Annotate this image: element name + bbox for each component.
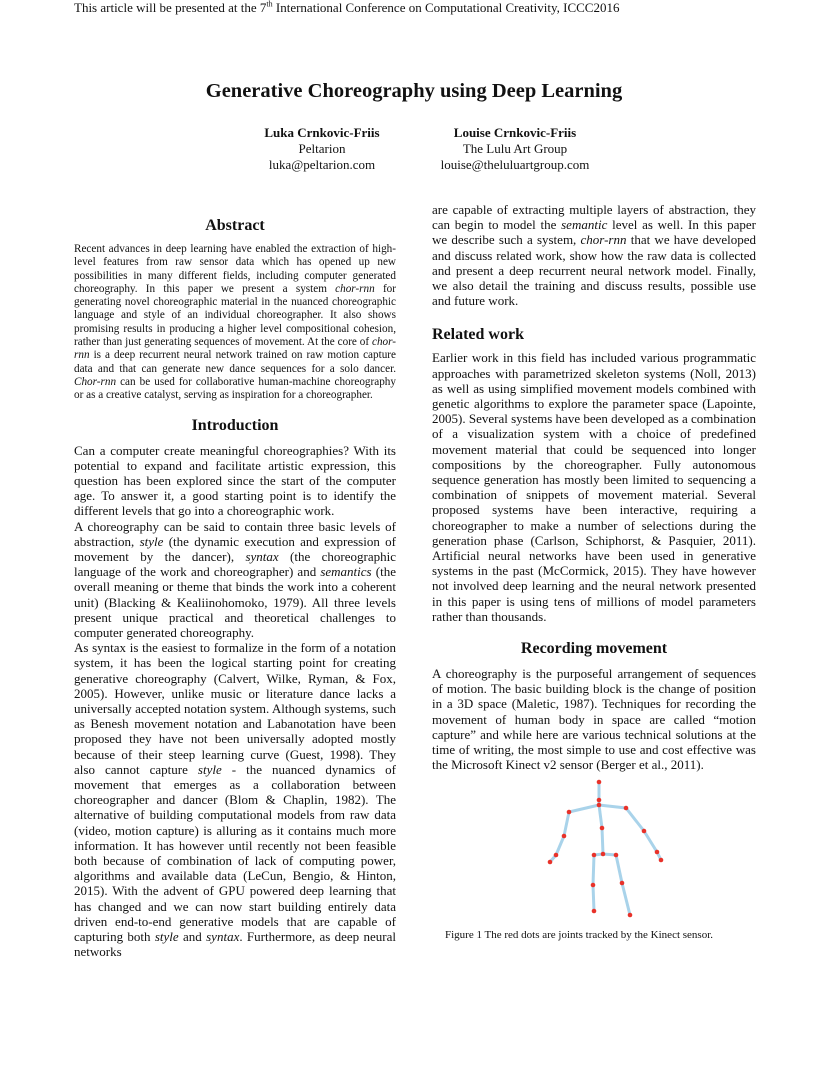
skeleton-bone — [599, 805, 602, 828]
skeleton-bone — [599, 805, 626, 808]
joint-dot — [659, 858, 664, 863]
skeleton-joints — [548, 780, 664, 918]
intro-paragraph-3: As syntax is the easiest to formalize in the form of a notation system, it has been the logical starting point for creating generative choreography (Calvert, Wilke, Ryman, & Fox, 2005). However, unlike music or literature dance lacks a universally accepted notation system. Although systems, such as Benesh movement notation and Labanotation have been proposed they have not been universally adopted mostly because of their steep learning curve (Guest, 1998). They also cannot capture style - the nuanced dynamics of movement that emerges as a collaboration between choreographer and dancer (Blom & Chaplin, 1982). The alternative of building computational models from raw data (video, motion capture) is alluring as it contains much more information. It has however until recently not been feasible both because of combination of lack of computing power, algorithms and available data (LeCun, Bengio, & Hinton, 2015). With the advent of GPU powered deep learning that has changed and we can now start building entirely data driven end-to-end generative models that are capable of capturing both style and syntax. Furthermore, as deep neural networks — [74, 640, 396, 960]
abstract-text: Recent advances in deep learning have enabled the extraction of high-level features from raw sensor data which has opened up new possibilities in many different fields, including computer generated choreography. In this paper we present a system chor-rnn for generating novel choreographic material in the nuanced choreographic language and style of an individual choreographer. It also shows promising results in producing a higher level compositional cohesion, rather than just generating sequences of movement. At the core of chor-rnn is a deep recurrent neural network trained on raw motion capture data and that can generate new dance sequences for a solo dancer. Chor-rnn can be used for collaborative human-machine choreography or as a creative catalyst, serving as inspiration for a choreographer. — [74, 243, 396, 402]
abstract-heading: Abstract — [205, 217, 265, 234]
skeleton-bone — [626, 808, 644, 831]
joint-dot — [592, 909, 597, 914]
left-column — [74, 217, 396, 959]
related-work-heading: Related work — [432, 326, 524, 344]
paper-title: Generative Choreography using Deep Learning — [205, 80, 623, 102]
author-email: luka@peltarion.com — [268, 157, 376, 172]
skeleton-bones — [550, 782, 661, 915]
joint-dot — [548, 860, 553, 865]
joint-dot — [554, 853, 559, 858]
author-affiliation: The Lulu Art Group — [462, 141, 568, 156]
author-affiliation: Peltarion — [298, 141, 346, 156]
joint-dot — [601, 852, 606, 857]
skeleton-bone — [564, 812, 569, 836]
skeleton-bone — [593, 885, 594, 911]
joint-dot — [567, 810, 572, 815]
introduction-heading: Introduction — [191, 416, 279, 434]
recording-movement-heading: Recording movement — [520, 640, 668, 658]
joint-dot — [562, 834, 567, 839]
joint-dot — [600, 826, 605, 831]
intro-continuation: are capable of extracting multiple layers of abstraction, they can begin to model the semantic level as well. In this paper we describe such a system, chor-rnn that we have developed and discuss related work, show how the raw data is collected and present a deep recurrent neural network model. Finally, we also detail the training and discuss results, possible use and future work. — [432, 202, 756, 309]
joint-dot — [614, 853, 619, 858]
joint-dot — [642, 829, 647, 834]
kinect-skeleton-figure — [520, 778, 700, 928]
recording-movement-paragraph: A choreography is the purposeful arrangement of sequences of motion. The basic building block is the change of position in a 3D space (Maletic, 1987). Techniques for recording the movement of human body in space are called “motion capture” and while here are various technical solutions at the time of writing, the most simple to use and cost effective was the Microsoft Kinect v2 sensor (Berger et al., 2011). — [432, 666, 756, 773]
related-work-paragraph: Earlier work in this field has included various programmatic approaches with parametrized skeleton systems (Noll, 2013) as well as using simplified movement models combined with genetic algorithms to explore the parameter space (Lapointe, 2005). Several systems have been developed as a combination of a visualization system with a choice of predefined movement material that could be sequenced into longer compositions by the choreographer. Fully autonomous sequence generation has mostly been limited to sequencing a combination of snippets of movement material. Several proposed systems have been interactive, requiring a choreographer to make a number of selections during the generation phase (Carlson, Schiphorst, & Pasquier, 2011). Artificial neural networks have been used in generative systems in the past (McCormick, 2015). They have however not involved deep learning and the neural network presented in this paper is using tens of millions of model parameters rather than thousands. — [432, 350, 756, 624]
joint-dot — [597, 780, 602, 785]
author-2 — [408, 125, 622, 173]
skeleton-bone — [569, 805, 599, 812]
skeleton-bone — [593, 855, 594, 885]
skeleton-bone — [602, 828, 603, 854]
joint-dot — [620, 881, 625, 886]
joint-dot — [655, 850, 660, 855]
skeleton-bone — [556, 836, 564, 855]
skeleton-bone — [644, 831, 657, 852]
figure-caption: Figure 1 The red dots are joints tracked by the Kinect sensor. — [445, 929, 714, 941]
joint-dot — [624, 806, 629, 811]
skeleton-bone — [622, 883, 630, 915]
joint-dot — [597, 803, 602, 808]
author-name: Louise Crnkovic-Friis — [453, 125, 577, 140]
joint-dot — [628, 913, 633, 918]
author-name: Luka Crnkovic-Friis — [264, 125, 380, 140]
author-1 — [237, 125, 407, 173]
right-column — [432, 202, 756, 773]
intro-paragraph-1: Can a computer create meaningful choreographies? With its potential to expand and facilitate artistic expression, this question has been explored since the start of the computer age. To answer it, a good starting point is to identify the different levels that go into a choreographic work. — [74, 442, 396, 519]
intro-paragraph-2: A choreography can be said to contain three basic levels of abstraction, style (the dynamic execution and expression of movement by the dancer), syntax (the choreographic language of the work and choreographer) and semantics (the overall meaning or theme that binds the work into a coherent unit) (Blacking & Kealiinohomoko, 1979). All three levels present unique practical and theoretical challenges to computer generated choreography. — [74, 518, 396, 640]
joint-dot — [592, 853, 597, 858]
conference-note: This article will be presented at the 7th International Conference on Computational Creativity, ICCC2016 — [74, 0, 620, 15]
joint-dot — [597, 798, 602, 803]
joint-dot — [591, 883, 596, 888]
skeleton-bone — [616, 855, 622, 883]
author-email: louise@theluluartgroup.com — [440, 157, 590, 172]
